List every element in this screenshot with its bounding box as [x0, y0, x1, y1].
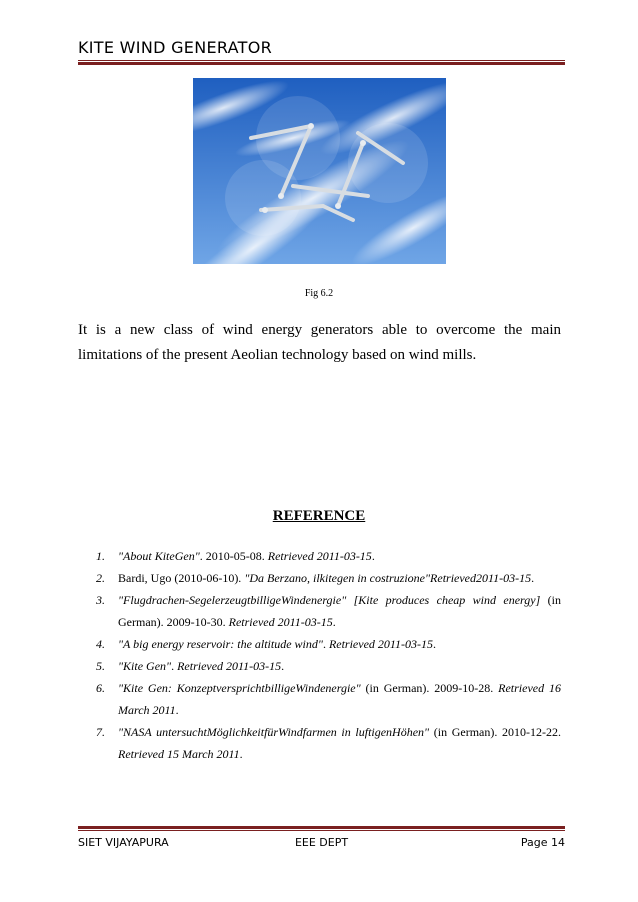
- document-header-title: KITE WIND GENERATOR: [78, 38, 273, 57]
- reference-text: .: [281, 659, 285, 673]
- reference-text: Retrieved 2011-03-15: [267, 549, 372, 563]
- footer-institution: SIET VIJAYAPURA: [78, 836, 169, 849]
- reference-number: 5.: [96, 659, 105, 673]
- page-footer: [78, 836, 565, 852]
- footer-rule: [78, 826, 565, 831]
- reference-text: Retrieved 2011-03-15: [228, 615, 333, 629]
- reference-text: .: [239, 747, 243, 761]
- reference-item: [96, 721, 561, 765]
- reference-text: .: [171, 659, 178, 673]
- reference-item: [96, 677, 561, 721]
- footer-page-number: Page 14: [520, 836, 565, 849]
- reference-text: "NASA untersuchtMöglichkeitfürWindfarmen in luftigenHöhen": [118, 725, 430, 739]
- reference-text: . 2010-05-08.: [199, 549, 268, 563]
- reference-text: "Da Berzano, ilkitegen in costruzione"Retrieved2011-03-15: [244, 571, 532, 585]
- reference-number: 2.: [96, 571, 105, 585]
- reference-text: (in German). 2009-10-28.: [360, 681, 499, 695]
- footer-department: EEE DEPT: [294, 836, 349, 849]
- reference-text: Retrieved 2011-03-15: [328, 637, 434, 651]
- header-rule: [78, 60, 565, 65]
- reference-item: [96, 545, 561, 567]
- reference-item: [96, 655, 561, 677]
- reference-number: 3.: [96, 593, 105, 607]
- reference-text: .: [531, 571, 535, 585]
- reference-text: Bardi, Ugo (2010-06-10).: [118, 571, 245, 585]
- reference-text: .: [332, 615, 336, 629]
- references-heading: REFERENCE: [272, 508, 366, 524]
- reference-item: [96, 633, 561, 655]
- reference-number: 4.: [96, 637, 105, 651]
- reference-text: .: [433, 637, 437, 651]
- reference-text: Retrieved 16 March 2011: [118, 681, 561, 717]
- reference-text: "Kite Gen: KonzeptversprichtbilligeWindenergie": [118, 681, 361, 695]
- reference-text: (in German). 2009-10-30.: [118, 593, 561, 629]
- reference-text: .: [322, 637, 329, 651]
- reference-text: "About KiteGen": [118, 549, 200, 563]
- reference-number: 6.: [96, 681, 105, 695]
- reference-text: .: [371, 549, 375, 563]
- reference-item: [96, 567, 561, 589]
- reference-number: 1.: [96, 549, 105, 563]
- reference-text: (in German). 2010-12-22.: [429, 725, 561, 739]
- references-list: [96, 545, 561, 765]
- body-paragraph: It is a new class of wind energy generators able to overcome the main limitations of the present Aeolian technology based on wind mills.: [78, 322, 561, 363]
- reference-text: Retrieved 2011-03-15: [177, 659, 282, 673]
- reference-text: "Flugdrachen-SegelerzeugtbilligeWindenergie" [Kite produces cheap wind energy]: [118, 593, 541, 607]
- figure-caption: Fig 6.2: [304, 288, 334, 299]
- reference-item: [96, 589, 561, 633]
- reference-text: Retrieved 15 March 2011: [118, 747, 240, 761]
- reference-text: "Kite Gen": [118, 659, 172, 673]
- reference-text: "A big energy reservoir: the altitude wind": [118, 637, 323, 651]
- reference-number: 7.: [96, 725, 105, 739]
- reference-text: .: [175, 703, 179, 717]
- kite-generator-image: [193, 78, 446, 264]
